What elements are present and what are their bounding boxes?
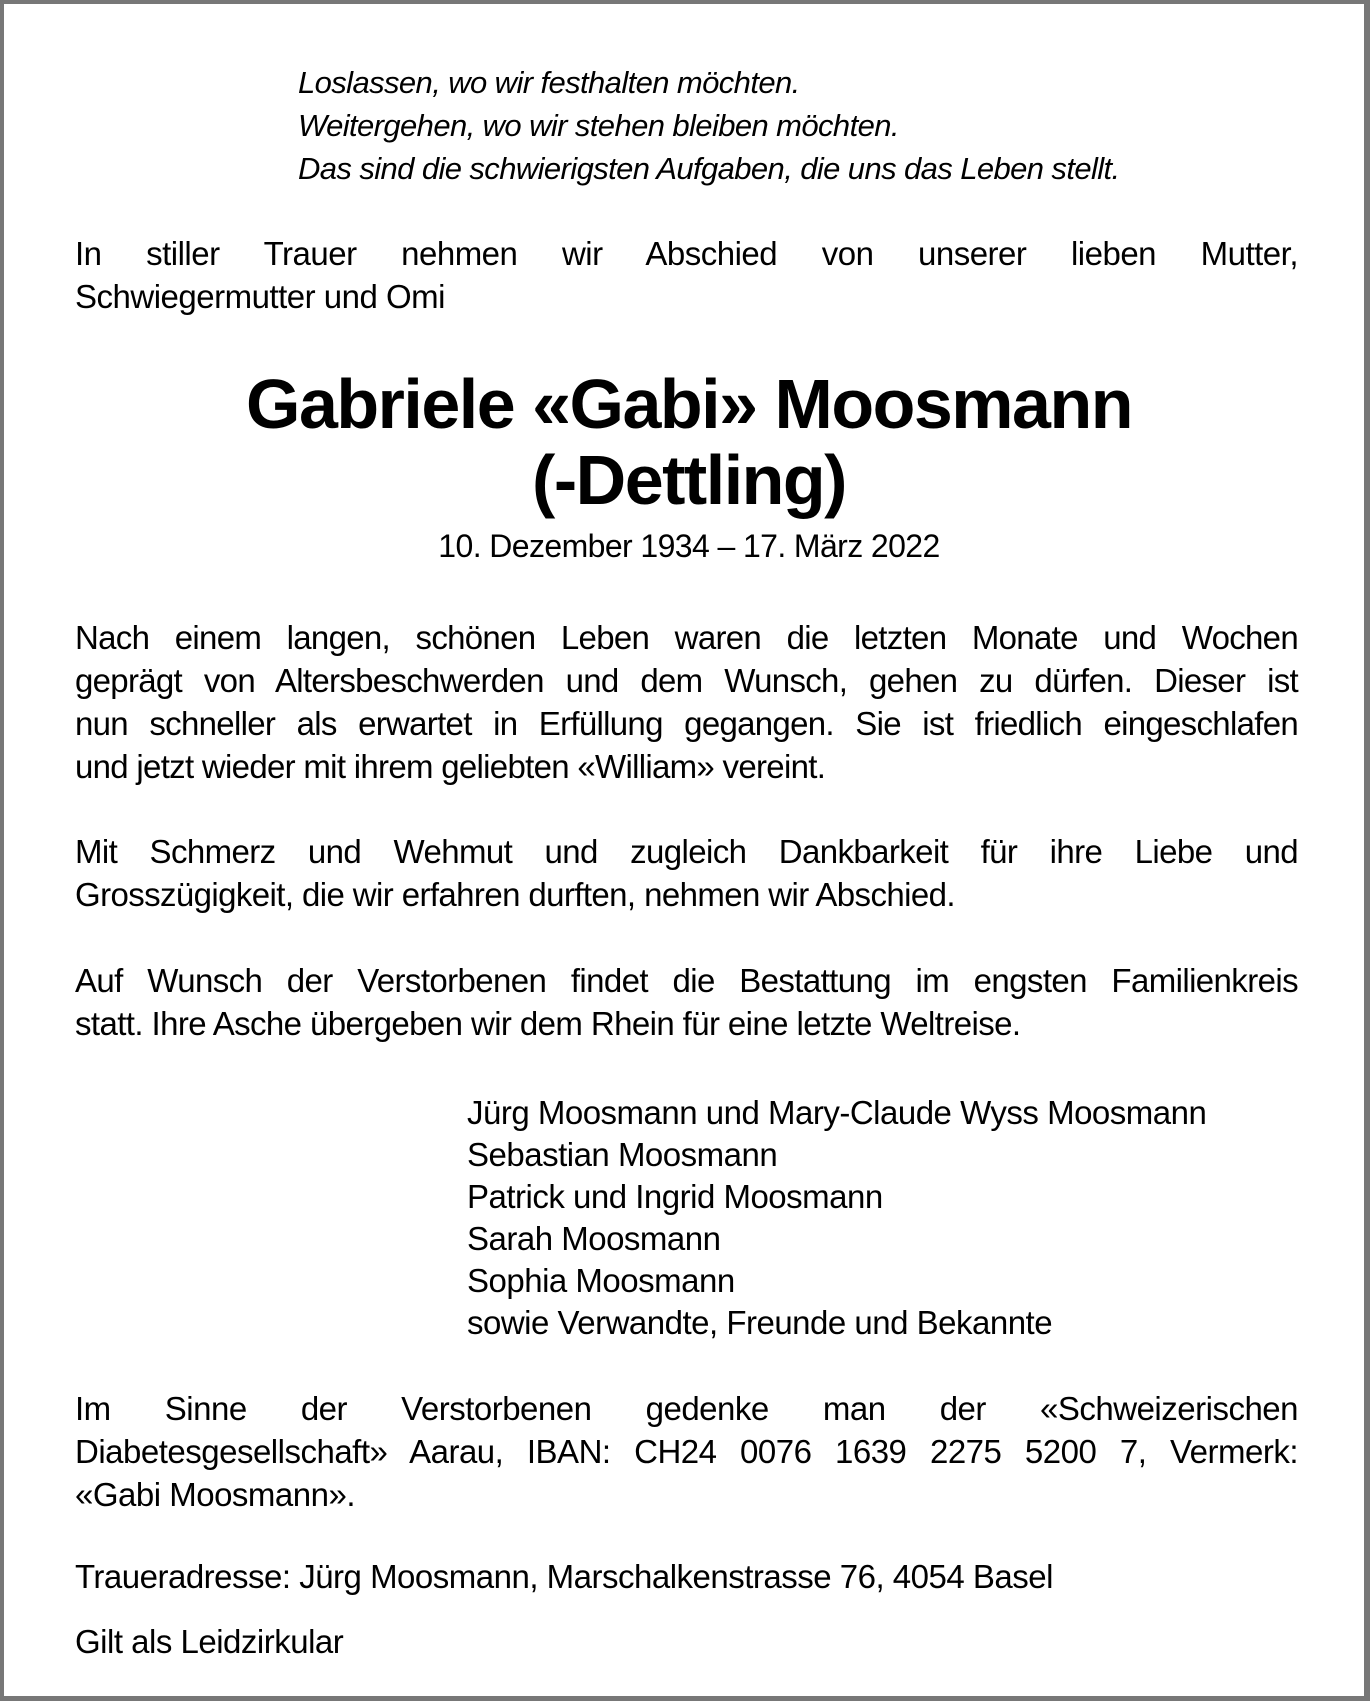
paragraph-line: Grosszügigkeit, die wir erfahren durften, nehmen wir Abschied. bbox=[75, 876, 955, 913]
donation-note bbox=[75, 1387, 1298, 1516]
mourner: Patrick und Ingrid Moosmann bbox=[467, 1178, 883, 1215]
mourners-list bbox=[467, 1092, 1297, 1344]
intro-line: In stiller Trauer nehmen wir Abschied von unserer lieben Mutter, bbox=[75, 235, 1298, 272]
obituary-notice bbox=[4, 4, 1364, 1696]
mourner: sowie Verwandte, Freunde und Bekannte bbox=[467, 1304, 1053, 1341]
intro-line: Schwiegermutter und Omi bbox=[75, 278, 445, 315]
deceased-name-line: Gabriele «Gabi» Moosmann bbox=[246, 365, 1132, 443]
poem-line: Das sind die schwierigsten Aufgaben, die uns das Leben stellt. bbox=[298, 151, 1120, 186]
deceased-name bbox=[4, 366, 1370, 518]
mourner: Sarah Moosmann bbox=[467, 1220, 721, 1257]
paragraph-line: Auf Wunsch der Verstorbenen findet die Bestattung im engsten Familienkreis bbox=[75, 962, 1298, 999]
mourning-address: Traueradresse: Jürg Moosmann, Marschalkenstrasse 76, 4054 Basel bbox=[75, 1558, 1053, 1595]
donation-line: Diabetesgesellschaft» Aarau, IBAN: CH24 0076 1639 2275 5200 7, Vermerk: bbox=[75, 1433, 1298, 1470]
paragraph-funeral bbox=[75, 959, 1298, 1045]
paragraph-gratitude bbox=[75, 830, 1298, 916]
paragraph-line: Nach einem langen, schönen Leben waren die letzten Monate und Wochen bbox=[75, 619, 1298, 656]
deceased-maiden-name: (-Dettling) bbox=[532, 441, 846, 519]
paragraph-line: statt. Ihre Asche übergeben wir dem Rhein für eine letzte Weltreise. bbox=[75, 1005, 1021, 1042]
paragraph-life bbox=[75, 616, 1298, 788]
poem-line: Loslassen, wo wir festhalten möchten. bbox=[298, 65, 800, 100]
paragraph-line: Mit Schmerz und Wehmut und zugleich Dankbarkeit für ihre Liebe und bbox=[75, 833, 1298, 870]
donation-line: «Gabi Moosmann». bbox=[75, 1476, 355, 1513]
mourner: Sebastian Moosmann bbox=[467, 1136, 778, 1173]
mourner: Jürg Moosmann und Mary-Claude Wyss Moosmann bbox=[467, 1094, 1207, 1131]
poem-line: Weitergehen, wo wir stehen bleiben möchten. bbox=[298, 108, 899, 143]
paragraph-line: geprägt von Altersbeschwerden und dem Wunsch, gehen zu dürfen. Dieser ist bbox=[75, 662, 1298, 699]
circular-note: Gilt als Leidzirkular bbox=[75, 1623, 344, 1660]
mourner: Sophia Moosmann bbox=[467, 1262, 735, 1299]
poem-quote bbox=[298, 61, 1358, 190]
paragraph-line: und jetzt wieder mit ihrem geliebten «William» vereint. bbox=[75, 748, 826, 785]
donation-line: Im Sinne der Verstorbenen gedenke man der «Schweizerischen bbox=[75, 1390, 1298, 1427]
life-dates: 10. Dezember 1934 – 17. März 2022 bbox=[438, 528, 940, 564]
paragraph-line: nun schneller als erwartet in Erfüllung gegangen. Sie ist friedlich eingeschlafen bbox=[75, 705, 1298, 742]
intro-text bbox=[75, 232, 1298, 318]
